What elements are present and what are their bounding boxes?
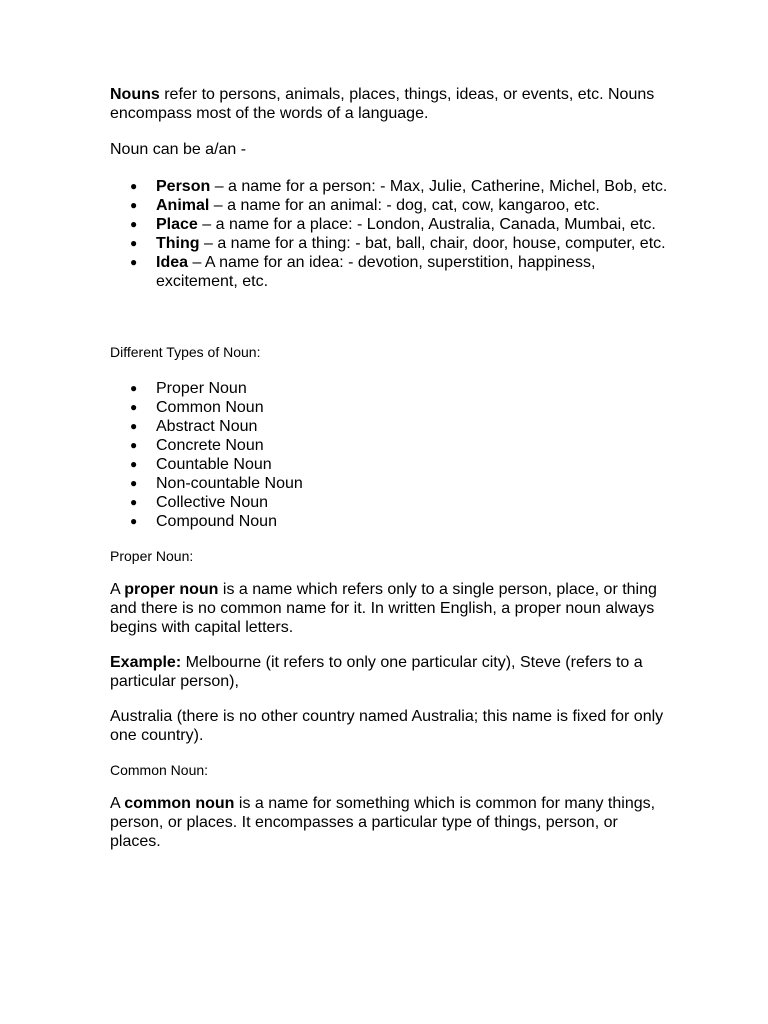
kind-text: – a name for a place: - London, Australia, Canada, Mumbai, etc. xyxy=(197,216,656,233)
bullet-icon: ● xyxy=(130,198,138,212)
list-item xyxy=(110,215,670,234)
noun-can-be-line: Noun can be a/an - xyxy=(110,141,247,158)
list-item xyxy=(110,493,670,512)
intro-paragraph xyxy=(110,85,670,123)
common-noun-definition xyxy=(110,794,670,851)
type-label: Collective Noun xyxy=(156,494,269,511)
list-item xyxy=(110,417,670,436)
document-page xyxy=(110,85,670,851)
proper-noun-definition xyxy=(110,580,670,637)
proper-def-term: proper noun xyxy=(124,581,219,598)
kind-term: Animal xyxy=(156,197,210,214)
list-item xyxy=(110,398,670,417)
list-item xyxy=(110,234,670,253)
noun-types-list xyxy=(110,379,670,531)
kind-term: Idea xyxy=(156,254,189,271)
proper-def-text: is a name which refers only to a single person, place, or thing and there is no common name for it. In written English, a proper noun always begins with capital letters. xyxy=(110,581,657,636)
kind-text: – a name for an animal: - dog, cat, cow, kangaroo, etc. xyxy=(209,197,600,214)
kind-text: – A name for an idea: - devotion, superstition, happiness, excitement, etc. xyxy=(156,254,596,290)
list-item xyxy=(110,474,670,493)
list-item xyxy=(110,379,670,398)
kind-term: Thing xyxy=(156,235,200,252)
proper-noun-example xyxy=(110,653,670,691)
intro-term: Nouns xyxy=(110,86,160,103)
bullet-icon: ● xyxy=(130,381,138,395)
example-text: Melbourne (it refers to only one particular city), Steve (refers to a particular person), xyxy=(110,654,643,690)
bullet-icon: ● xyxy=(130,400,138,414)
type-label: Concrete Noun xyxy=(156,437,264,454)
type-label: Countable Noun xyxy=(156,456,272,473)
type-label: Compound Noun xyxy=(156,513,277,530)
bullet-icon: ● xyxy=(130,495,138,509)
common-def-article: A xyxy=(110,795,125,812)
list-item xyxy=(110,512,670,531)
kind-term: Person xyxy=(156,178,211,195)
bullet-icon: ● xyxy=(130,419,138,433)
kind-text: – a name for a thing: - bat, ball, chair, door, house, computer, etc. xyxy=(199,235,666,252)
types-heading: Different Types of Noun: xyxy=(110,344,261,360)
list-item xyxy=(110,196,670,215)
common-def-term: common noun xyxy=(124,795,235,812)
common-def-text: is a name for something which is common for many things, person, or places. It encompasses a particular type of things, person, or places. xyxy=(110,795,656,850)
bullet-icon: ● xyxy=(130,217,138,231)
kind-text: – a name for a person: - Max, Julie, Catherine, Michel, Bob, etc. xyxy=(210,178,668,195)
bullet-icon: ● xyxy=(130,476,138,490)
bullet-icon: ● xyxy=(130,438,138,452)
list-item xyxy=(110,436,670,455)
type-label: Abstract Noun xyxy=(156,418,258,435)
type-label: Proper Noun xyxy=(156,380,247,397)
bullet-icon: ● xyxy=(130,457,138,471)
bullet-icon: ● xyxy=(130,179,138,193)
proper-noun-heading: Proper Noun: xyxy=(110,548,194,564)
proper-noun-example-2: Australia (there is no other country named Australia; this name is fixed for only one country). xyxy=(110,708,664,744)
list-item xyxy=(110,253,670,291)
intro-text: refer to persons, animals, places, things, ideas, or events, etc. Nouns encompass most of the words of a language. xyxy=(110,86,655,122)
common-noun-heading: Common Noun: xyxy=(110,762,209,778)
example-label: Example: xyxy=(110,654,182,671)
bullet-icon: ● xyxy=(130,255,138,269)
bullet-icon: ● xyxy=(130,514,138,528)
kind-term: Place xyxy=(156,216,198,233)
type-label: Common Noun xyxy=(156,399,264,416)
bullet-icon: ● xyxy=(130,236,138,250)
list-item xyxy=(110,177,670,196)
type-label: Non-countable Noun xyxy=(156,475,303,492)
noun-kinds-list xyxy=(110,177,670,291)
list-item xyxy=(110,455,670,474)
proper-def-article: A xyxy=(110,581,125,598)
